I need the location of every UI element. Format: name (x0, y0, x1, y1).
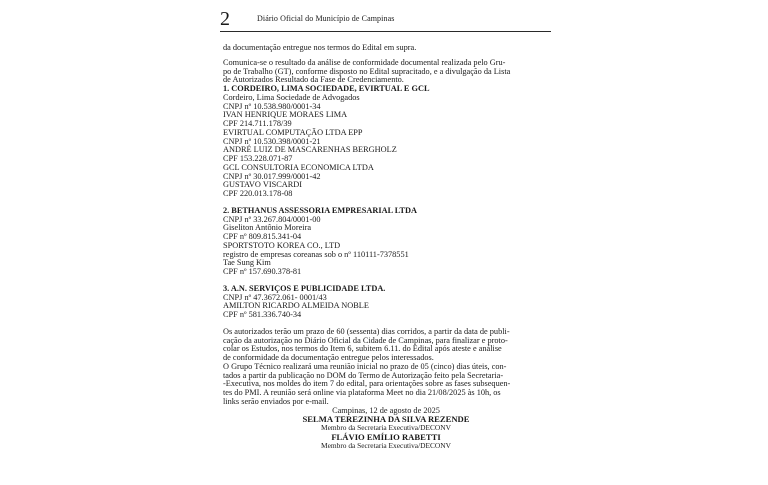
comunica-line: de Autorizados Resultado da Fase de Credenciamento. (223, 75, 404, 85)
closing-line: colar os Estudos, nos termos do Item 6, subitem 6.11. do Edital após ateste e análise (223, 344, 502, 354)
article-column (223, 44, 549, 450)
group-2-line: CNPJ nº 33.267.804/0001-00 (223, 214, 321, 224)
group-3-title: 3. A.N. SERVIÇOS E PUBLICIDADE LTDA. (223, 283, 386, 293)
group-1-line: CPF 214.711.178/39 (223, 119, 292, 128)
intro-line: da documentação entregue nos termos do Edital em supra. (223, 43, 417, 52)
group-1-line: CNPJ nº 30.017.999/0001-42 (223, 171, 321, 181)
closing-line: Os autorizados terão um prazo de 60 (sessenta) dias corridos, a partir da data de publi- (223, 326, 510, 336)
signer-2-name: FLÁVIO EMÍLIO RABETTI (331, 431, 441, 442)
group-1-line: GUSTAVO VISCARDI (223, 180, 303, 190)
group-1-line: IVAN HENRIQUE MORAES LIMA (223, 110, 348, 120)
comunica-line: po de Trabalho (GT), conforme disposto no Edital supracitado, e a divulgação da Lista (223, 66, 511, 76)
group-1-line: CPF 220.013.178-08 (223, 189, 293, 198)
group-1-line: GCL CONSULTORIA ECONOMICA LTDA (223, 162, 374, 172)
group-3-line: AMILTON RICARDO ALMEIDA NOBLE (223, 301, 369, 311)
closing-line: O Grupo Técnico realizará uma reunião inicial no prazo de 05 (cinco) dias úteis, con- (223, 361, 507, 371)
group-1-title: 1. CORDEIRO, LIMA SOCIEDADE, EVIRTUAL E GCL (223, 84, 430, 93)
group-2-line: Giseliton Antônio Moreira (223, 223, 312, 233)
group-1-line: CPF 153.228.071-87 (223, 154, 293, 163)
group-3-line: CPF nº 581.336.740-34 (223, 310, 302, 319)
place-date: Campinas, 12 de agosto de 2025 (332, 405, 440, 415)
comunica-line: Comunica-se o resultado da análise de conformidade documental realizada pelo Gru- (223, 57, 506, 67)
signer-2-role: Membro da Secretaria Executiva/DECONV (321, 440, 451, 450)
group-1-line: EVIRTUAL COMPUTAÇÃO LTDA EPP (223, 127, 363, 137)
group-1-line: Cordeiro, Lima Sociedade de Advogados (223, 92, 360, 102)
running-title: Diário Oficial do Município de Campinas (257, 14, 395, 23)
group-2-line: CPF nº 157.690.378-81 (223, 267, 302, 276)
closing-line: de conformidade da documentação entregue pelos interessados. (223, 353, 434, 362)
group-3-line: CNPJ nº 47.3672.061- 0001/43 (223, 292, 327, 302)
closing-line: tes do PMI. A reunião será online via plataforma Meet no dia 21/08/2025 às 10h, os (223, 388, 501, 397)
closing-line: cação da autorização no Diário Oficial da Cidade de Campinas, para finalizar e proto- (223, 335, 508, 345)
header-rule (220, 31, 551, 32)
group-2-line: CPF nº 809.815.341-04 (223, 232, 302, 241)
group-2-title: 2. BETHANUS ASSESSORIA EMPRESARIAL LTDA (223, 205, 418, 215)
signer-1-name: SELMA TEREZINHA DA SILVA REZENDE (302, 414, 470, 425)
group-1-line: CNPJ nº 10.530.398/0001-21 (223, 136, 321, 146)
group-1-line: ANDRÉ LUIZ DE MASCARENHAS BERGHOLZ (223, 145, 397, 155)
closing-line: links serão enviados por e-mail. (223, 396, 329, 406)
signer-1-role: Membro da Secretaria Executiva/DECONV (321, 423, 451, 432)
closing-line: -Executiva, nos moldes do item 7 do edital, para orientações sobre as fases subsequen- (223, 379, 511, 389)
group-2-line: SPORTSTOTO KOREA CO., LTD (223, 240, 341, 250)
group-1-line: CNPJ nº 10.538.980/0001-34 (223, 101, 321, 111)
group-2-line: Tae Sung Kim (223, 258, 271, 268)
closing-line: tados a partir da publicação no DOM do Termo de Autorização feito pela Secretaria- (223, 370, 504, 380)
group-2-line: registro de empresas coreanas sob o nº 110111-7378551 (223, 249, 409, 259)
page-number: 2 (220, 8, 230, 30)
